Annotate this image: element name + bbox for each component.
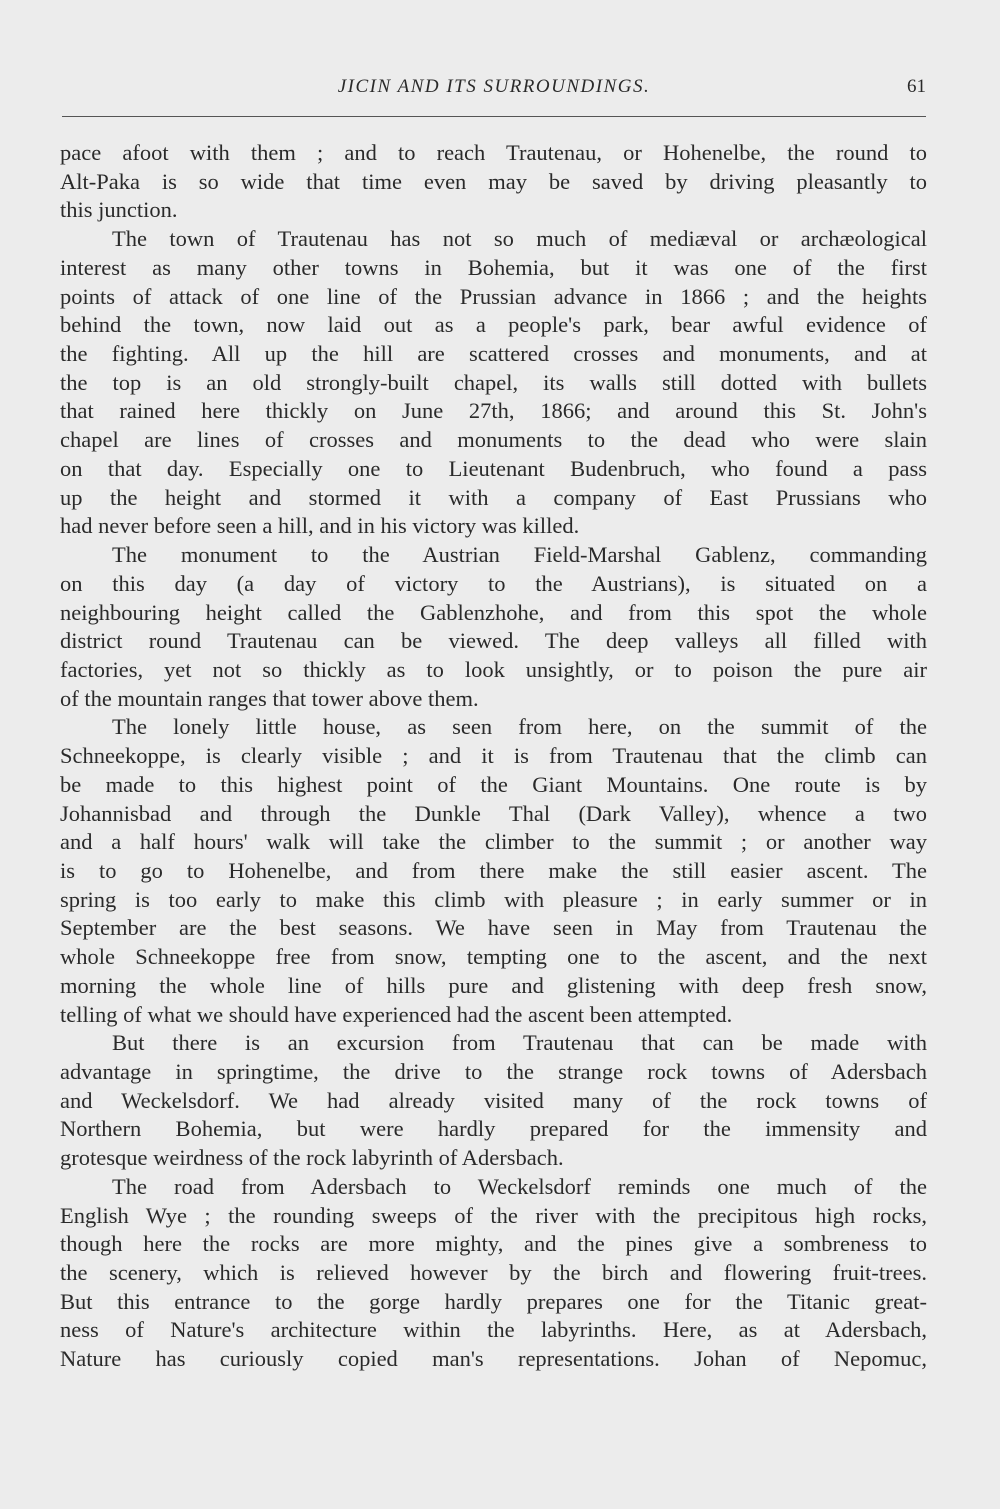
text-line: district round Trautenau can be viewed. The deep valleys all filled with	[60, 628, 927, 654]
text-line: behind the town, now laid out as a people's park, bear awful evidence of	[60, 312, 927, 338]
text-line: ness of Nature's architecture within the labyrinths. Here, as at Adersbach,	[60, 1317, 927, 1343]
text-line: had never before seen a hill, and in his victory was killed.	[60, 513, 580, 539]
text-line: of the mountain ranges that tower above them.	[60, 685, 479, 711]
text-line: Nature has curiously copied man's representations. Johan of Nepomuc,	[60, 1346, 927, 1372]
running-title: JICIN AND ITS SURROUNDINGS.	[337, 76, 651, 97]
text-line: morning the whole line of hills pure and glistening with deep fresh snow,	[60, 972, 927, 998]
text-line: the top is an old strongly-built chapel, its walls still dotted with bullets	[60, 369, 927, 395]
text-line: whole Schneekoppe free from snow, tempting one to the ascent, and the next	[60, 944, 927, 970]
text-line: and a half hours' walk will take the climber to the summit ; or another way	[60, 829, 927, 855]
text-line: September are the best seasons. We have seen in May from Trautenau the	[60, 915, 927, 941]
text-line: The town of Trautenau has not so much of mediæval or archæological	[112, 226, 927, 252]
text-line: The lonely little house, as seen from here, on the summit of the	[112, 714, 927, 740]
text-line: on that day. Especially one to Lieutenant Budenbruch, who found a pass	[60, 455, 927, 481]
text-line: English Wye ; the rounding sweeps of the river with the precipitous high rocks,	[60, 1202, 927, 1228]
page-number: 61	[907, 76, 926, 97]
text-line: advantage in springtime, the drive to the strange rock towns of Adersbach	[60, 1059, 927, 1084]
text-line: points of attack of one line of the Prussian advance in 1866 ; and the heights	[60, 283, 927, 309]
text-line: the fighting. All up the hill are scattered crosses and monuments, and at	[60, 341, 927, 367]
text-line: Northern Bohemia, but were hardly prepared for the immensity and	[60, 1116, 927, 1142]
text-line: telling of what we should have experienced had the ascent been attempted.	[60, 1001, 733, 1027]
running-head	[62, 72, 926, 108]
text-line: is to go to Hohenelbe, and from there make the still easier ascent. The	[60, 857, 927, 883]
text-line: up the height and stormed it with a company of East Prussians who	[60, 484, 927, 510]
text-line: Alt-Paka is so wide that time even may be saved by driving pleasantly to	[60, 168, 927, 194]
text-line: and Weckelsdorf. We had already visited many of the rock towns of	[60, 1087, 927, 1113]
text-line: this junction.	[60, 197, 178, 223]
text-line: The road from Adersbach to Weckelsdorf reminds one much of the	[112, 1173, 927, 1199]
header-rule	[62, 116, 926, 117]
text-line: spring is too early to make this climb with pleasure ; in early summer or in	[60, 886, 927, 912]
text-line: that rained here thickly on June 27th, 1866; and around this St. John's	[60, 398, 927, 424]
text-line: But this entrance to the gorge hardly prepares one for the Titanic great-	[60, 1288, 927, 1314]
text-line: Johannisbad and through the Dunkle Thal (Dark Valley), whence a two	[60, 800, 927, 826]
text-line: the scenery, which is relieved however by the birch and flowering fruit-trees.	[60, 1260, 927, 1286]
text-line: The monument to the Austrian Field-Marshal Gablenz, commanding	[112, 542, 927, 568]
body-text	[60, 139, 927, 1374]
text-line: Schneekoppe, is clearly visible ; and it is from Trautenau that the climb can	[60, 743, 927, 769]
text-line: grotesque weirdness of the rock labyrinth of Adersbach.	[60, 1145, 564, 1171]
text-line: But there is an excursion from Trautenau that can be made with	[112, 1030, 927, 1056]
text-line: chapel are lines of crosses and monuments to the dead who were slain	[60, 427, 927, 453]
text-line: though here the rocks are more mighty, and the pines give a sombreness to	[60, 1231, 927, 1257]
text-line: factories, yet not so thickly as to look unsightly, or to poison the pure air	[60, 656, 927, 682]
text-line: neighbouring height called the Gablenzhohe, and from this spot the whole	[60, 599, 927, 625]
text-line: on this day (a day of victory to the Austrians), is situated on a	[60, 570, 927, 596]
text-line: interest as many other towns in Bohemia, but it was one of the first	[60, 254, 927, 280]
text-line: be made to this highest point of the Giant Mountains. One route is by	[60, 771, 927, 797]
text-line: pace afoot with them ; and to reach Trautenau, or Hohenelbe, the round to	[60, 140, 927, 165]
